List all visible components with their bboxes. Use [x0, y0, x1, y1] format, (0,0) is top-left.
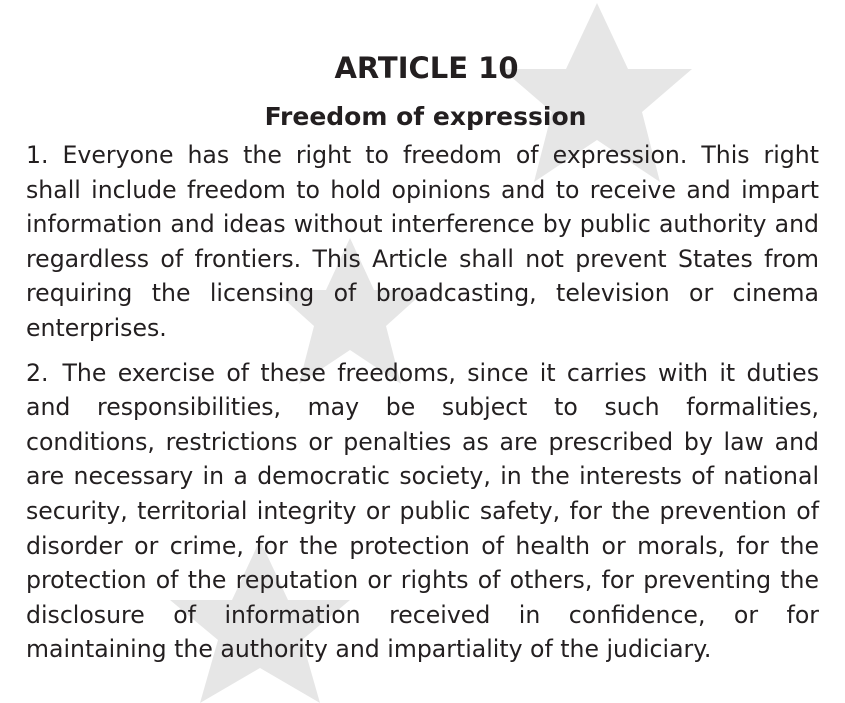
paragraph-text: Everyone has the right to freedom of expression. This right shall include freedom to hold opinions and to receive and impart information and ideas without interference by public authority and regardless of frontiers. This Article shall not prevent States from requiring the licensing of broadcasting, television or cinema enterprises. [26, 141, 819, 342]
article-title: Freedom of expression [264, 102, 587, 131]
paragraph-2 [26, 356, 819, 667]
article-heading: ARTICLE 10 [334, 51, 519, 85]
paragraph-text: The exercise of these freedoms, since it carries with it duties and responsibilities, may be subject to such formalities, conditions, restrictions or penalties as are prescribed by law and are necessary in a democratic society, in the interests of national security, territorial integrity or public safety, for the prevention of disorder or crime, for the protection of health or morals, for the protection of the reputation or rights of others, for preventing the disclosure of information received in confidence, or for maintaining the authority and impartiality of the judiciary. [26, 358, 819, 664]
paragraph-1 [26, 138, 819, 346]
paragraph-number: 1. [26, 141, 49, 169]
paragraph-number: 2. [26, 358, 49, 387]
